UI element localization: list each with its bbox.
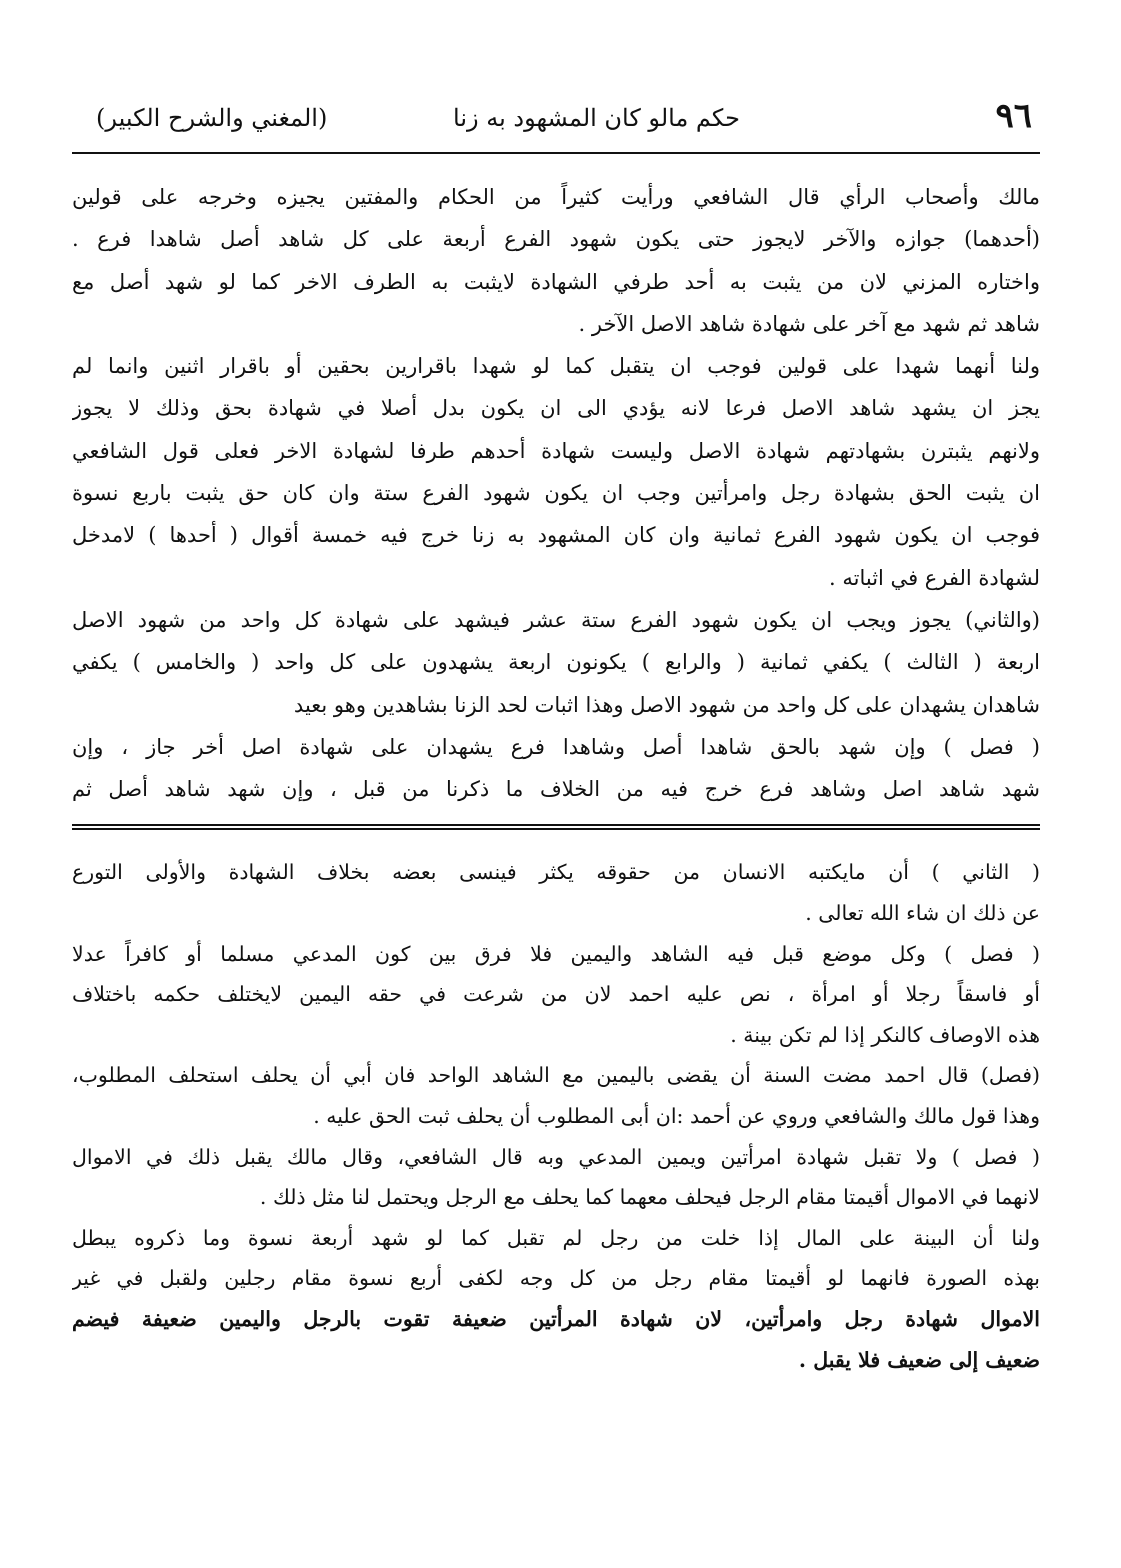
main-line: ان يثبت الحق بشهادة رجل وامرأتين وجب ان يكون شهود الفرع ستة وان كان حق يثبت باربع نسوة: [72, 481, 1040, 506]
commentary-line: هذه الاوصاف كالنكر إذا لم تكن بينة .: [730, 1022, 1040, 1047]
commentary-text: [72, 852, 1040, 1380]
commentary-line: ( فصل ) وكل موضع قبل فيه الشاهد واليمين فلا فرق بين كون المدعي مسلما أو كافراً عدلا: [72, 941, 1040, 966]
commentary-line: أو فاسقاً رجلا أو امرأة ، نص عليه احمد لان من شرعت في حقه اليمين لايختلف حكمه باختلاف: [72, 982, 1040, 1007]
book-title: (المغني والشرح الكبير): [96, 104, 328, 132]
commentary-line: وهذا قول مالك والشافعي وروي عن أحمد :ان أبى المطلوب أن يحلف ثبت الحق عليه .: [313, 1104, 1040, 1129]
commentary-line: ضعيف إلى ضعيف فلا يقبل .: [798, 1347, 1040, 1372]
page-header: [72, 98, 1040, 154]
running-title: حكم مالو كان المشهود به زنا: [453, 104, 740, 132]
main-line: ولنا أنهما شهدا على قولين فوجب ان يتقبل كما لو شهدا باقرارين بحقين أو باقرار اثنين وانما لم: [72, 354, 1040, 379]
commentary-line: ( فصل ) ولا تقبل شهادة امرأتين ويمين المدعي وبه قال الشافعي، وقال مالك يقبل ذلك في الاموال: [72, 1144, 1040, 1169]
commentary-line: ( الثاني ) أن مايكتبه الانسان من حقوقه يكثر فينسى بعضه بخلاف الشهادة والأولى التورع: [72, 860, 1040, 885]
commentary-line: الاموال شهادة رجل وامرأتين، لان شهادة المرأتين ضعيفة تقوت بالرجل واليمين ضعيفة فيضم: [72, 1306, 1040, 1331]
main-line: ولانهم يثبترن بشهادتهم شهادة الاصل وليست شهادة أحدهم طرفا لشهادة الاخر فعلى قول الشافعي: [72, 438, 1040, 463]
book-page: [72, 98, 1040, 1538]
main-line: يجز ان يشهد شاهد الاصل فرعا لانه يؤدي الى ان يكون بدل أصلا في شهادة بحق وذلك لا يجوز: [72, 396, 1040, 421]
commentary-line: لانهما في الاموال أقيمتا مقام الرجل فيحلف معهما كما يحلف مع الرجل ويحتمل لنا مثل ذلك .: [259, 1185, 1040, 1210]
main-text: [72, 176, 1040, 810]
main-line: اربعة ( الثالث ) يكفي ثمانية ( والرابع ) يكونون اربعة يشهدون على كل واحد ( والخامس ) يكفي: [72, 650, 1040, 675]
main-line: لشهادة الفرع في اثباته .: [829, 565, 1040, 590]
main-line: شاهد ثم شهد مع آخر على شهادة شاهد الاصل الآخر .: [578, 311, 1040, 336]
main-line: (أحدهما) جوازه والآخر لايجوز حتى يكون شهود الفرع أربعة على كل شاهد أصل شاهدا فرع .: [72, 227, 1040, 252]
commentary-line: (فصل) قال احمد مضت السنة أن يقضى باليمين مع الشاهد الواحد فان أبي أن يحلف استحلف المطلوب،: [72, 1063, 1040, 1088]
main-line: مالك وأصحاب الرأي قال الشافعي ورأيت كثيراً من الحكام والمفتين يجيزه وخرجه على قولين: [72, 185, 1040, 209]
main-line: (والثاني) يجوز ويجب ان يكون شهود الفرع ستة عشر فيشهد على شهادة كل واحد من شهود الاصل: [72, 607, 1040, 632]
main-line: ( فصل ) وإن شهد بالحق شاهدا أصل وشاهدا فرع يشهدان على شهادة اصل أخر جاز ، وإن: [72, 734, 1040, 759]
commentary-line: عن ذلك ان شاء الله تعالى .: [805, 901, 1040, 926]
main-line: واختاره المزني لان من يثبت به أحد طرفي الشهادة لايثبت به الطرف الاخر كما لو شهد أصل مع: [72, 269, 1040, 294]
section-divider: [72, 824, 1040, 830]
commentary-line: بهذه الصورة فانهما لو أقيمتا مقام رجل من كل وجه لكفى أربع نسوة مقام رجلين ولقبل في غير: [72, 1266, 1040, 1291]
commentary-line: ولنا أن البينة على المال إذا خلت من رجل لم تقبل كما لو شهد أربعة نسوة وما ذكروه يبطل: [72, 1225, 1040, 1250]
main-line: فوجب ان يكون شهود الفرع ثمانية وان كان المشهود به زنا خرج فيه خمسة أقوال ( أحدها ) لامدخل: [72, 523, 1040, 548]
main-line: شهد شاهد اصل وشاهد فرع خرج فيه من الخلاف ما ذكرنا من قبل ، وإن شهد شاهد أصل ثم: [72, 777, 1040, 802]
main-line: شاهدان يشهدان على كل واحد من شهود الاصل وهذا اثبات لحد الزنا بشاهدين وهو بعيد: [293, 692, 1040, 717]
page-number: ٩٦: [995, 96, 1032, 136]
